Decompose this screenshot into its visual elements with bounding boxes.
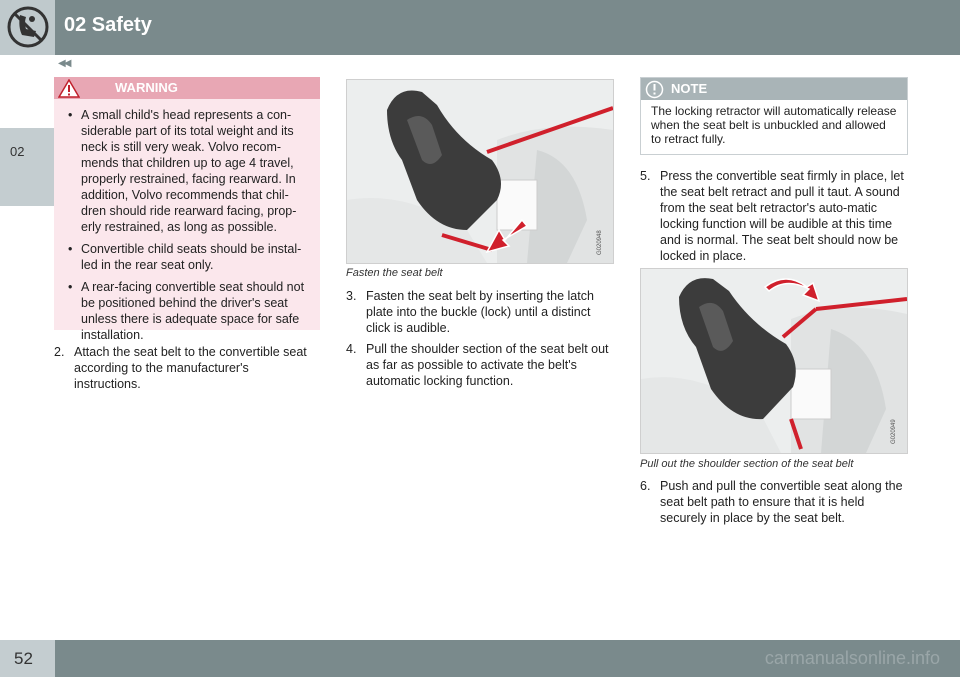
warning-title: WARNING [115,80,178,95]
figure-code: G020949 [891,419,897,444]
step-text: Attach the seat belt to the convertible seat according to the manufacturer's instructions. [74,345,307,391]
figure-caption: Fasten the seat belt [346,267,443,279]
step-number: 5. [640,169,651,183]
page-header [0,0,960,55]
page-footer [0,640,960,677]
step-2 [54,344,310,392]
warning-bullet: • A small child's head represents a con-siderable part of its total weight and its neck is still very weak. Volvo recom-mends that children up to age 4 travel, properly restrained, facing rearward. In addition, Volvo recommends that chil-dren should ride rearward facing, prop-erly restrained, as long as possible. [68,107,310,235]
warning-triangle-icon [58,79,80,98]
watermark: carmanualsonline.info [764,648,940,668]
child-seat-illustration [641,269,907,453]
page-number: 52 [14,649,33,668]
warning-bullet: • A rear-facing convertible seat should not be positioned behind the driver's seat unless there is adequate space for safe installation. [68,279,310,343]
chapter-logo [0,0,55,55]
step-text: Fasten the seat belt by inserting the latch plate into the buckle (lock) until a distinct click is audible. [366,289,594,335]
step-number: 2. [54,345,65,359]
step-5 [640,168,906,264]
warning-bullet: • Convertible child seats should be instal-led in the rear seat only. [68,241,310,273]
figure-code: G020948 [597,230,603,255]
step-3 [346,288,612,336]
chapter-tab[interactable] [0,128,55,206]
step-text: Push and pull the convertible seat along the seat belt path to ensure that it is held securely in place by the seat belt. [660,479,903,525]
figure-pull-shoulder-belt [640,268,908,454]
warning-box [54,77,320,342]
chapter-tab-label: 02 [10,144,25,159]
step-number: 6. [640,479,651,493]
warning-header [54,77,320,99]
step-6 [640,478,906,526]
no-child-seat-icon [6,5,50,49]
page-title: 02 Safety [64,14,152,36]
step-number: 4. [346,342,357,356]
note-title: NOTE [671,81,708,96]
warning-list [54,107,320,343]
step-4 [346,341,612,389]
step-number: 3. [346,289,357,303]
step-text: Pull the shoulder section of the seat belt out as far as possible to activate the belt's automatic locking function. [366,342,609,388]
page-number-tile [0,640,55,677]
figure-caption: Pull out the shoulder section of the seat belt [640,458,854,470]
child-seat-illustration [347,80,613,263]
previous-page-arrows[interactable]: ◀◀ [58,58,70,69]
figure-fasten-belt [346,79,614,264]
note-header [641,78,907,100]
step-text: Press the convertible seat firmly in place, let the seat belt retract and pull it taut. A sound from the seat belt retractor's auto-matic locking function will be audible at this time and is normal. The seat belt should now be locked in place. [660,169,904,263]
note-box [640,77,908,155]
note-text: The locking retractor will automatically release when the seat belt is unbuckled and allowed to retract fully. [651,104,897,146]
info-icon [645,80,664,99]
